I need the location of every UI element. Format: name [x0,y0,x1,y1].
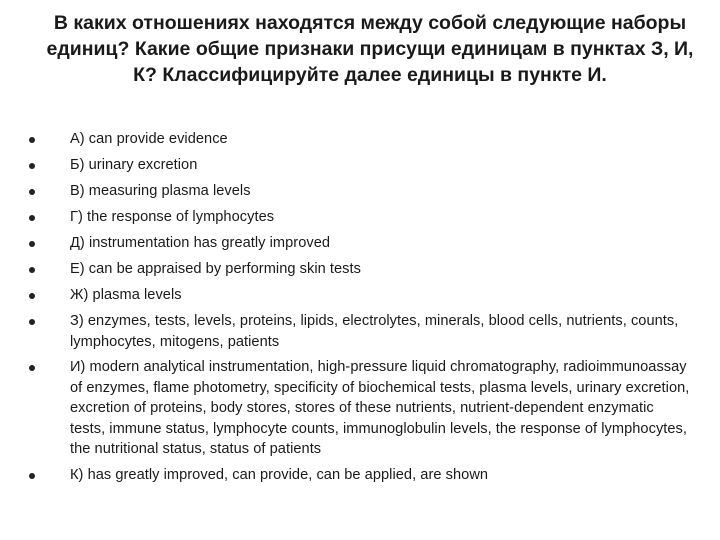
bullet-icon [29,293,35,299]
bullet-list [0,129,720,491]
bullet-icon [29,163,35,169]
slide-title: В каких отношениях находятся между собой следующие наборы единиц? Какие общие признаки присущи единицам в пунктах З, И, К? Классифицируйте далее единицы в пункте И. [46,12,694,86]
list-item-text: З) enzymes, tests, levels, proteins, lipids, electrolytes, minerals, blood cells, nutrients, counts, lymphocytes, mitogens, patients [70,313,679,350]
bullet-icon [29,267,35,273]
list-item [0,357,720,460]
list-item-text: Г) the response of lymphocytes [70,209,275,225]
bullet-icon [29,319,35,325]
list-item-text: И) modern analytical instrumentation, high-pressure liquid chromatography, radioimmunoassay of enzymes, flame photometry, specificity of biochemical tests, plasma levels, urinary excretion, excretion of proteins, body stores, stores of these nutrients, nutrient-dependent enzymatic tests, immune status, lymphocyte counts, immunoglobulin levels, the response of lymphocytes, the nutritional status, status of patients [70,359,690,457]
list-item-text: Ж) plasma levels [70,287,182,303]
list-item-text: Б) urinary excretion [70,157,198,173]
list-item [0,311,720,352]
list-item-text: В) measuring plasma levels [70,183,251,199]
list-item [0,285,720,306]
bullet-icon [29,473,35,479]
bullet-icon [29,215,35,221]
bullet-icon [29,241,35,247]
list-item-text: Е) can be appraised by performing skin tests [70,261,361,277]
bullet-icon [29,189,35,195]
list-item [0,465,720,486]
list-item [0,129,720,150]
list-item-text: А) can provide evidence [70,131,228,147]
list-item [0,207,720,228]
list-item [0,259,720,280]
list-item [0,155,720,176]
list-item-text: Д) instrumentation has greatly improved [70,235,331,251]
list-item [0,181,720,202]
bullet-icon [29,137,35,143]
list-item [0,233,720,254]
list-item-text: К) has greatly improved, can provide, can be applied, are shown [70,466,489,483]
bullet-icon [29,365,35,371]
